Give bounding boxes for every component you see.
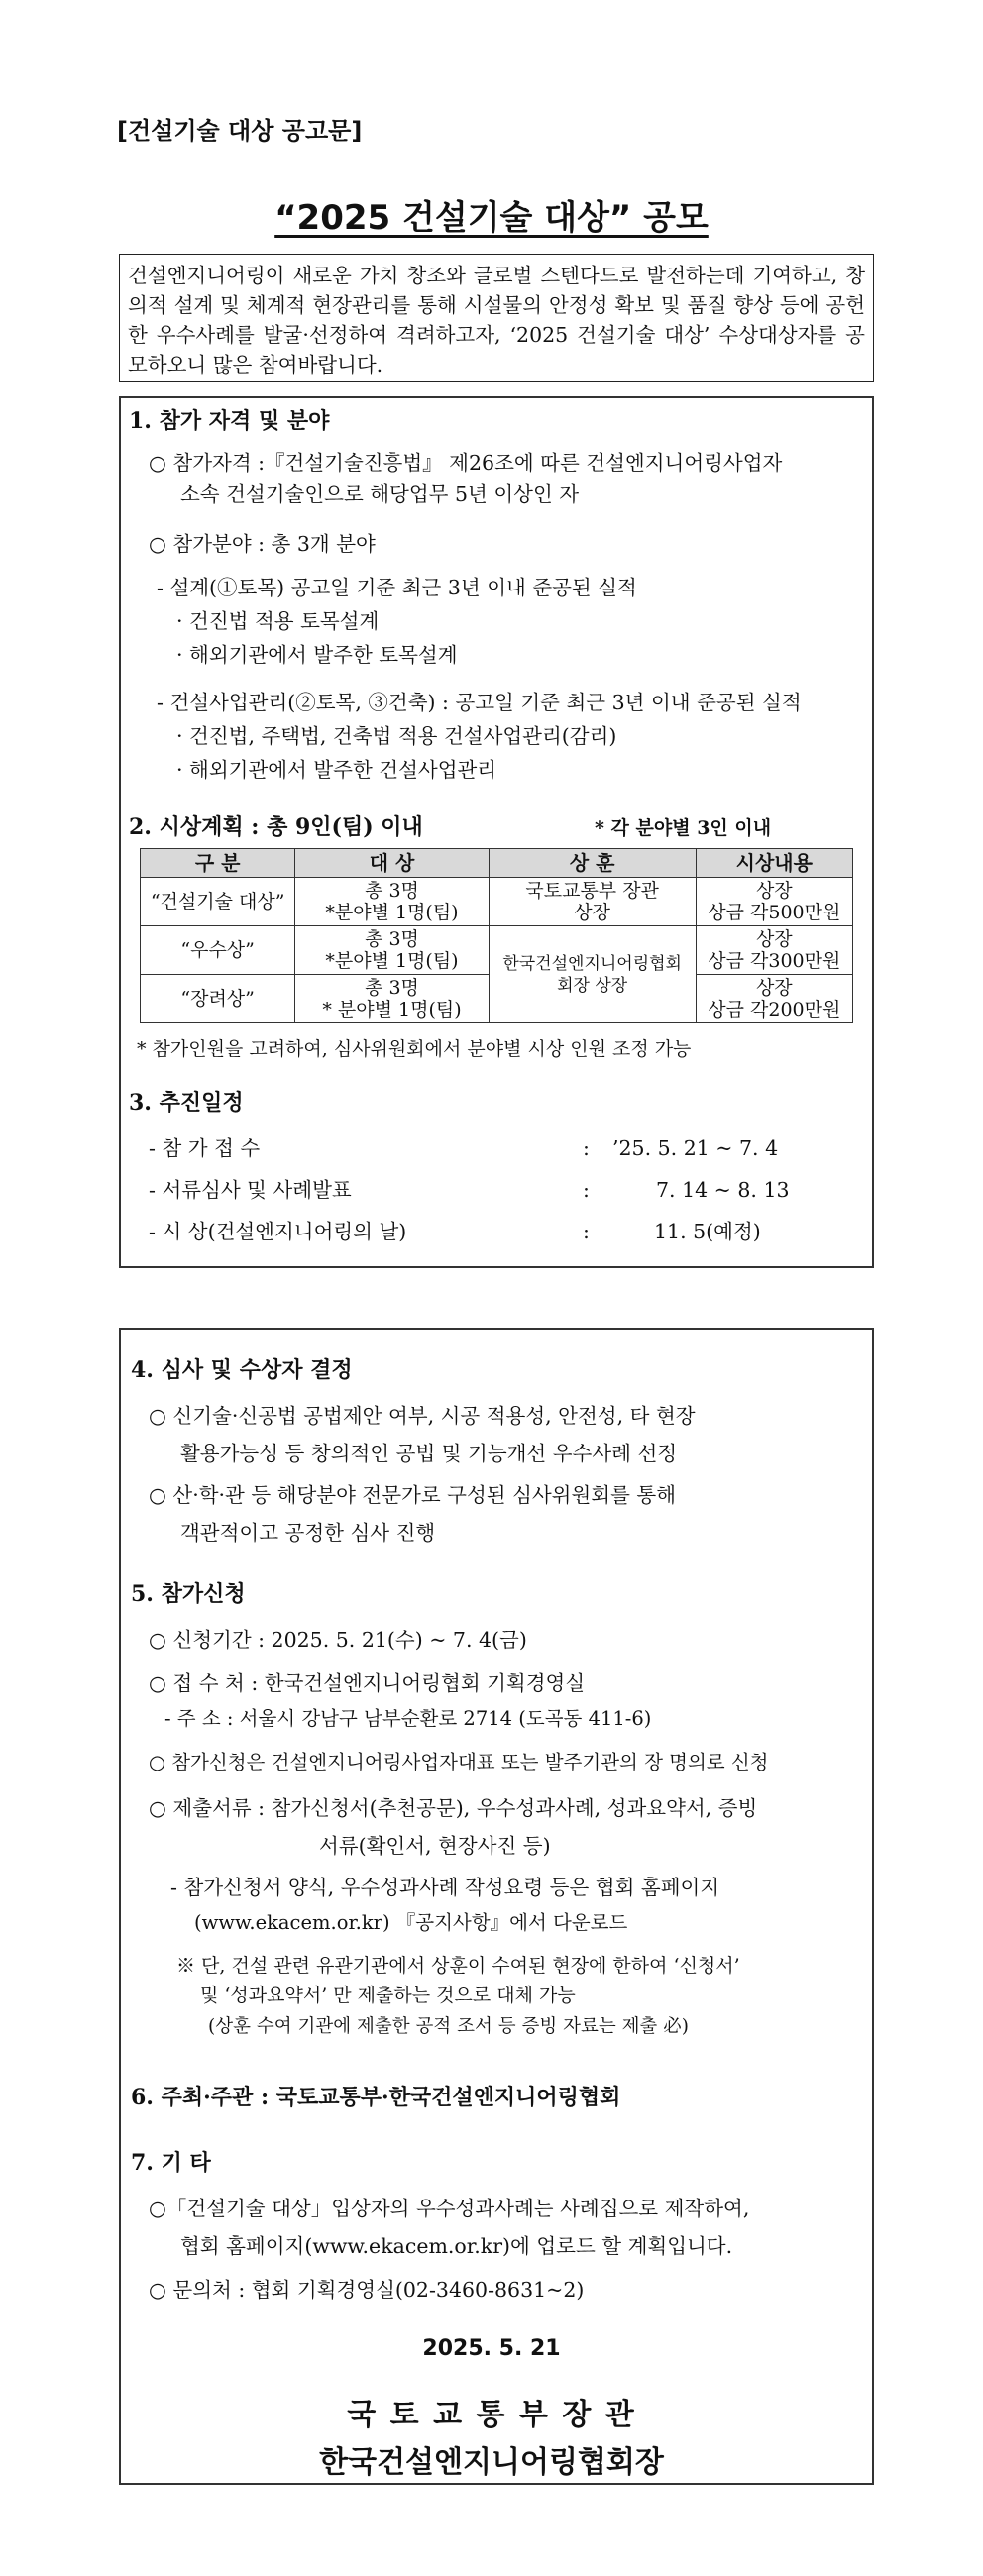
award-prize: 상장 상금 각500만원	[696, 878, 852, 926]
table-header: 구 분	[141, 849, 295, 878]
section-2-heading: 2. 시상계획 : 총 9인(팀) 이내	[129, 814, 423, 840]
table-row	[141, 878, 853, 926]
intro-box: 건설엔지니어링이 새로운 가치 창조와 글로벌 스텐다드로 발전하는데 기여하고, 창의적 설계 및 체계적 현장관리를 통해 시설물의 안정성 확보 및 품질 향상 등에 공헌한 우수사례를 발굴·선정하여 격려하고자, ‘2025 건설기술 대상’ 수상대상자를 공모하오니 많은 참여바랍니다.	[119, 254, 874, 382]
apply-place: ○ 접 수 처 : 한국건설엔지니어링협회 기획경영실	[149, 1671, 586, 1695]
schedule-colon: :	[583, 1178, 590, 1202]
notice-tag: [건설기술 대상 공고문]	[117, 117, 363, 145]
signature-association: 한국건설엔지니어링협회장	[319, 2445, 664, 2480]
award-honor: 한국건설엔지니어링협회 회장 상장	[489, 926, 696, 1023]
award-name: “우수상”	[141, 926, 295, 975]
award-name: “장려상”	[141, 975, 295, 1023]
table-row	[141, 926, 853, 975]
schedule-label: - 시 상(건설엔지니어링의 날)	[149, 1220, 407, 1243]
field-cm-a: · 건진법, 주택법, 건축법 적용 건설사업관리(감리)	[176, 724, 617, 748]
apply-period: ○ 신청기간 : 2025. 5. 21(수) ~ 7. 4(금)	[149, 1628, 527, 1652]
schedule-colon: :	[583, 1136, 590, 1160]
review-line-4: 객관적이고 공정한 심사 진행	[180, 1521, 436, 1545]
award-target: 총 3명 *분야별 1명(팀)	[295, 926, 489, 975]
section-7-heading: 7. 기 타	[131, 2150, 211, 2176]
schedule-colon: :	[583, 1220, 590, 1243]
review-line-3: ○ 산·학·관 등 해당분야 전문가로 구성된 심사위원회를 통해	[149, 1483, 677, 1507]
award-target: 총 3명 * 분야별 1명(팀)	[295, 975, 489, 1023]
page-title: “2025 건설기술 대상” 공모	[274, 198, 709, 238]
field-design: - 설계(①토목) 공고일 기준 최근 3년 이내 준공된 실적	[157, 576, 637, 599]
apply-applicant: ○ 참가신청은 건설엔지니어링사업자대표 또는 발주기관의 장 명의로 신청	[149, 1751, 769, 1773]
apply-docs-2: 서류(확인서, 현장사진 등)	[319, 1834, 551, 1858]
field-cm-b: · 해외기관에서 발주한 건설사업관리	[176, 758, 497, 782]
signature-minister: 국 토 교 통 부 장 관	[347, 2398, 636, 2432]
download-line-1: - 참가신청서 양식, 우수성과사례 작성요령 등은 협회 홈페이지	[170, 1876, 720, 1899]
table-header: 시상내용	[696, 849, 852, 878]
qualification-line-2: 소속 건설기술인으로 해당업무 5년 이상인 자	[180, 483, 580, 506]
table-header: 대 상	[295, 849, 489, 878]
schedule-date: 7. 14 ~ 8. 13	[656, 1178, 790, 1202]
schedule-date: 11. 5(예정)	[654, 1220, 761, 1243]
award-prize: 상장 상금 각200만원	[696, 975, 852, 1023]
apply-address: - 주 소 : 서울시 강남구 남부순환로 2714 (도곡동 411-6)	[164, 1707, 652, 1730]
section-4-heading: 4. 심사 및 수상자 결정	[131, 1357, 353, 1383]
schedule-date: ’25. 5. 21 ~ 7. 4	[612, 1136, 779, 1160]
qualification-line-1: ○ 참가자격 :『건설기술진흥법』 제26조에 따른 건설엔지니어링사업자	[149, 451, 783, 475]
note-line-1: ※ 단, 건설 관련 유관기관에서 상훈이 수여된 현장에 한하여 ‘신청서’	[176, 1955, 740, 1977]
award-prize: 상장 상금 각300만원	[696, 926, 852, 975]
notice-date: 2025. 5. 21	[422, 2336, 561, 2361]
award-honor: 국토교통부 장관 상장	[489, 878, 696, 926]
section-3-heading: 3. 추진일정	[129, 1090, 244, 1116]
note-line-3: (상훈 수여 기관에 제출한 공적 조서 등 증빙 자료는 제출 必)	[208, 2016, 689, 2037]
field-design-a: · 건진법 적용 토목설계	[176, 609, 380, 633]
etc-line-2: 협회 홈페이지(www.ekacem.or.kr)에 업로드 할 계획입니다.	[180, 2234, 733, 2258]
section-6-heading: 6. 주최·주관 : 국토교통부·한국건설엔지니어링협회	[131, 2085, 621, 2110]
schedule-label: - 참 가 접 수	[149, 1136, 261, 1160]
review-line-2: 활용가능성 등 창의적인 공법 및 기능개선 우수사례 선정	[180, 1442, 678, 1465]
review-line-1: ○ 신기술·신공법 공법제안 여부, 시공 적용성, 안전성, 타 현장	[149, 1404, 696, 1428]
schedule-label: - 서류심사 및 사례발표	[149, 1178, 352, 1202]
field-design-b: · 해외기관에서 발주한 토목설계	[176, 643, 458, 667]
table-header: 상 훈	[489, 849, 696, 878]
download-line-2: (www.ekacem.or.kr) 『공지사항』에서 다운로드	[194, 1911, 628, 1934]
award-target: 총 3명 *분야별 1명(팀)	[295, 878, 489, 926]
note-line-2: 및 ‘성과요약서’ 만 제출하는 것으로 대체 가능	[200, 1985, 576, 2006]
apply-docs-1: ○ 제출서류 : 참가신청서(추천공문), 우수성과사례, 성과요약서, 증빙	[149, 1796, 758, 1820]
etc-line-1: ○「건설기술 대상」입상자의 우수성과사례는 사례집으로 제작하여,	[149, 2197, 750, 2220]
section-1-heading: 1. 참가 자격 및 분야	[129, 408, 330, 434]
field-count: ○ 참가분야 : 총 3개 분야	[149, 532, 376, 556]
contact-line: ○ 문의처 : 협회 기획경영실(02-3460-8631~2)	[149, 2278, 585, 2302]
section-2-note: * 각 분야별 3인 이내	[595, 817, 772, 839]
table-footnote: * 참가인원을 고려하여, 심사위원회에서 분야별 시상 인원 조정 가능	[137, 1038, 692, 1060]
field-cm: - 건설사업관리(②토목, ③건축) : 공고일 기준 최근 3년 이내 준공된 실적	[157, 691, 802, 714]
award-table	[140, 848, 853, 1023]
award-name: “건설기술 대상”	[141, 878, 295, 926]
section-5-heading: 5. 참가신청	[131, 1581, 246, 1607]
